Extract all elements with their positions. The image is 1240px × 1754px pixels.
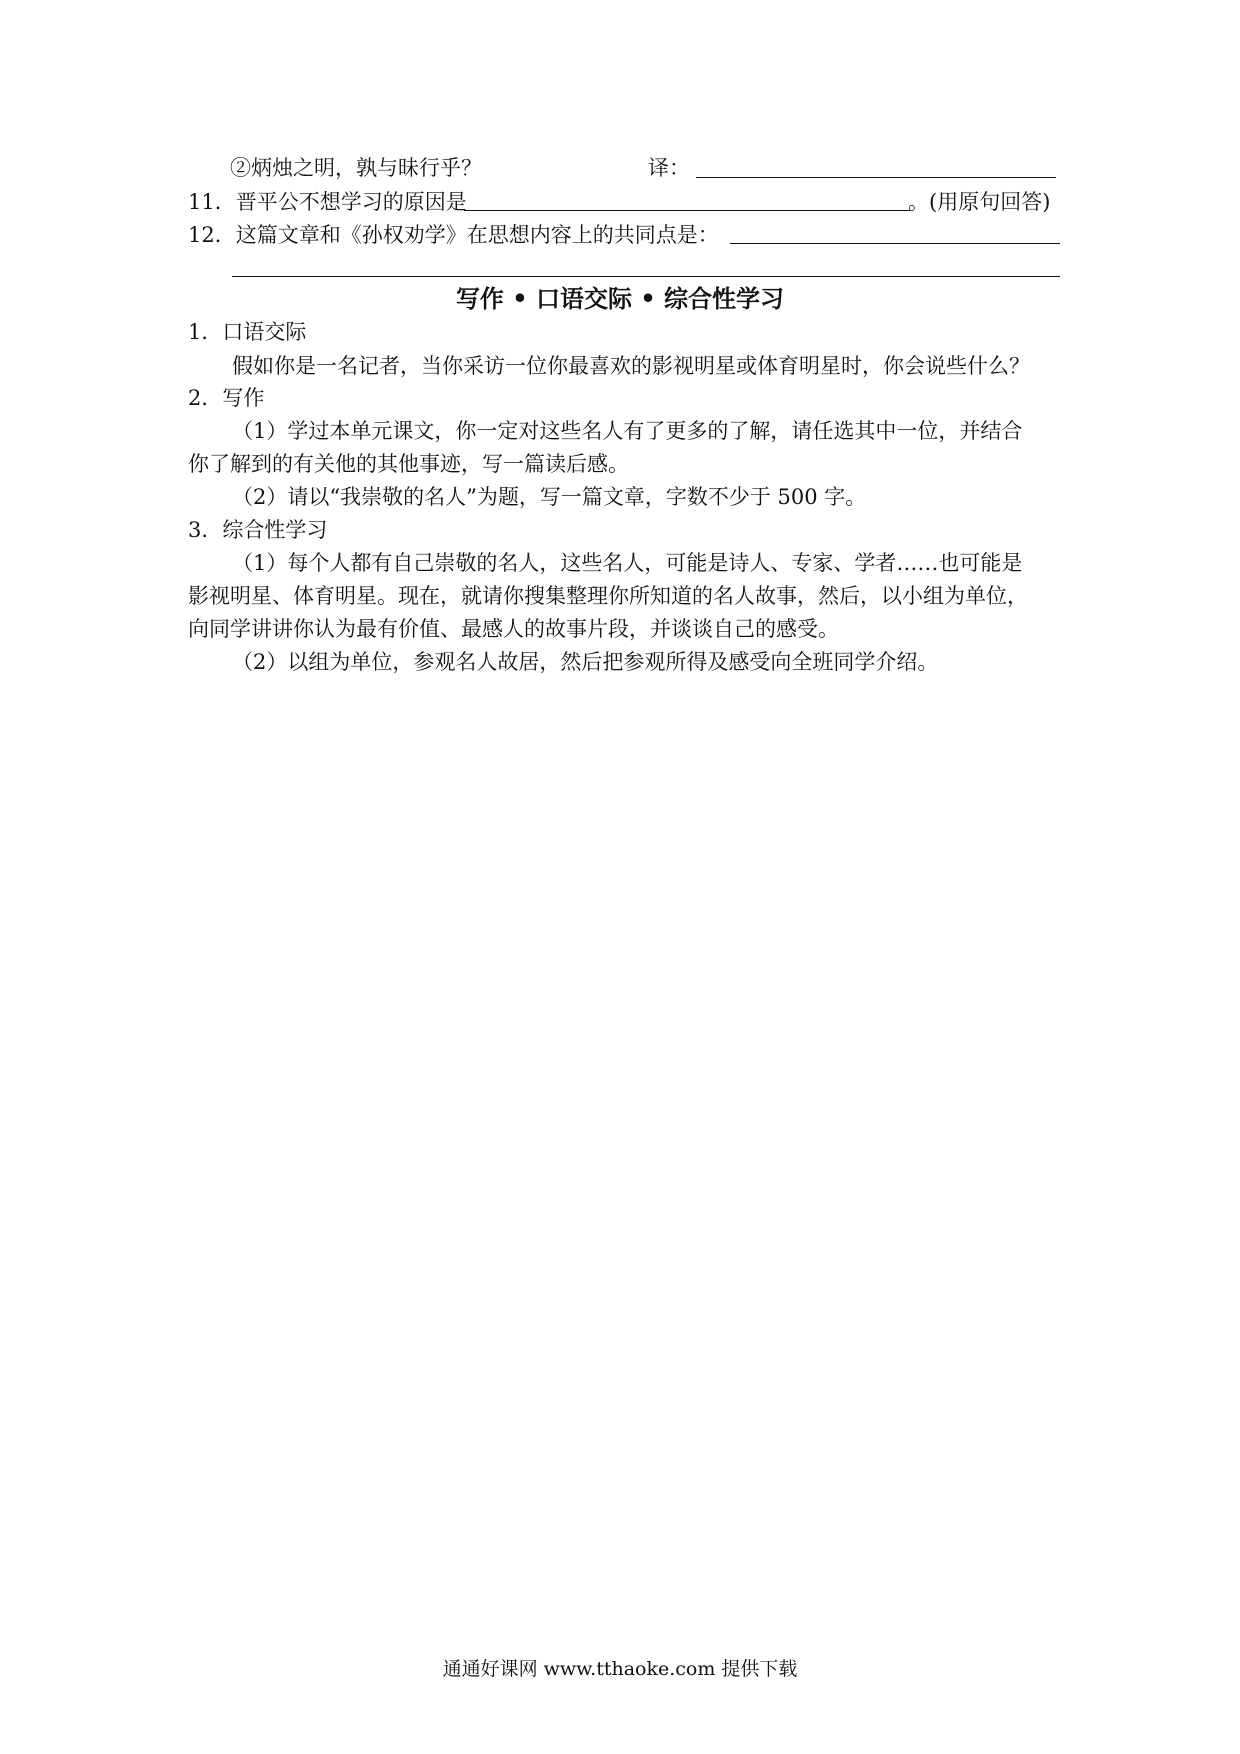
item2-heading: 2．写作	[188, 386, 265, 410]
q10-item2-translate-label: 译：	[648, 156, 690, 180]
section-title: 写作 • 口语交际 • 综合性学习	[455, 284, 785, 313]
q10-item2-text: ②炳烛之明，孰与昧行乎？	[230, 156, 482, 180]
item3-sub2: （2）以组为单位，参观名人故居，然后把参观所得及感受向全班同学介绍。	[232, 650, 939, 674]
q10-item2-answer-blank[interactable]	[696, 177, 1056, 178]
footer-text: 通通好课网 www.tthaoke.com 提供下载	[442, 1658, 798, 1680]
item3-heading: 3．综合性学习	[188, 518, 328, 542]
q11-suffix: 。(用原句回答)	[908, 190, 1051, 214]
q12-answer-blank-1[interactable]	[730, 243, 1060, 244]
q11-answer-blank[interactable]	[464, 210, 910, 211]
item1-body: 假如你是一名记者，当你采访一位你最喜欢的影视明星或体育明星时，你会说些什么？	[232, 354, 1030, 378]
item3-sub1-line2: 影视明星、体育明星。现在，就请你搜集整理你所知道的名人故事，然后，以小组为单位，	[188, 584, 1028, 608]
q12-answer-blank-2[interactable]	[232, 276, 1060, 277]
item3-sub1-line3: 向同学讲讲你认为最有价值、最感人的故事片段，并谈谈自己的感受。	[188, 617, 839, 641]
q11-text: 11．晋平公不想学习的原因是	[188, 190, 467, 214]
q12-text: 12．这篇文章和《孙权劝学》在思想内容上的共同点是：	[188, 223, 719, 247]
item2-sub2: （2）请以“我崇敬的名人”为题，写一篇文章，字数不少于 500 字。	[232, 485, 867, 509]
item2-sub1-line1: （1）学过本单元课文，你一定对这些名人有了更多的了解，请任选其中一位，并结合	[232, 419, 1023, 443]
item1-heading: 1．口语交际	[188, 320, 307, 344]
item2-sub1-line2: 你了解到的有关他的其他事迹，写一篇读后感。	[188, 452, 629, 476]
item3-sub1-line1: （1）每个人都有自己崇敬的名人，这些名人，可能是诗人、专家、学者……也可能是	[232, 551, 1023, 575]
